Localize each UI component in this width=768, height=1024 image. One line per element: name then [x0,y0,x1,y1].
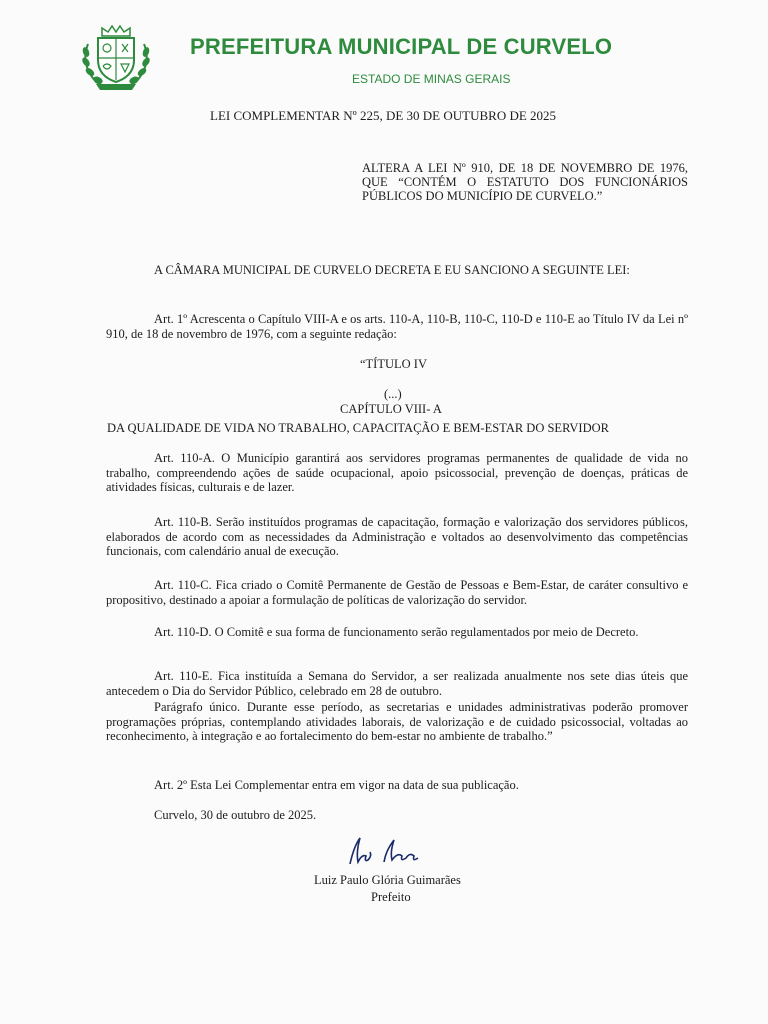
signer-name: Luiz Paulo Glória Guimarães [314,873,461,887]
header-subtitle: ESTADO DE MINAS GERAIS [352,72,511,86]
header-title: PREFEITURA MUNICIPAL DE CURVELO [190,34,613,59]
coat-of-arms-icon [78,24,154,92]
law-title: LEI COMPLEMENTAR Nº 225, DE 30 DE OUTUBRO DE 2025 [210,108,557,123]
article-110b: Art. 110-B. Serão instituídos programas de capacitação, formação e valorização dos servidores públicos, elaborados de acordo com as necessidades da Administração e voltados ao desenvolvimento das competências funcionais, com calendário anual de execução. [106,515,688,559]
sole-paragraph: Parágrafo único. Durante esse período, as secretarias e unidades administrativas poderão promover programações próprias, contemplando atividades laborais, de valorização e de cuidado psicossocial, voltadas ao reconhecimento, à integração e ao fortalecimento do bem-estar no ambiente de trabalho.” [106,700,688,744]
article-1: Art. 1º Acrescenta o Capítulo VIII-A e os arts. 110-A, 110-B, 110-C, 110-D e 110-E ao Título IV da Lei nº 910, de 18 de novembro de 1976, com a seguinte redação: [106,312,688,341]
article-2: Art. 2º Esta Lei Complementar entra em vigor na data de sua publicação. [154,778,519,792]
law-summary: ALTERA A LEI Nº 910, DE 18 DE NOVEMBRO DE 1976, QUE “CONTÉM O ESTATUTO DOS FUNCIONÁRIOS PÚBLICOS DO MUNICÍPIO DE CURVELO.” [362,161,688,203]
article-110a: Art. 110-A. O Município garantirá aos servidores programas permanentes de qualidade de vida no trabalho, compreendendo ações de saúde ocupacional, apoio psicossocial, prevenção de doenças, práticas de atividades físicas, culturais e de lazer. [106,451,688,495]
title-heading: “TÍTULO IV [360,357,427,371]
place-and-date: Curvelo, 30 de outubro de 2025. [154,808,317,822]
signer-role: Prefeito [371,890,411,904]
chapter-heading: CAPÍTULO VIII- A [340,402,442,416]
signature-icon [340,832,430,872]
article-110d: Art. 110-D. O Comitê e sua forma de funcionamento serão regulamentados por meio de Decreto. [154,625,639,639]
chapter-title: DA QUALIDADE DE VIDA NO TRABALHO, CAPACITAÇÃO E BEM-ESTAR DO SERVIDOR [107,421,609,435]
article-110c: Art. 110-C. Fica criado o Comitê Permanente de Gestão de Pessoas e Bem-Estar, de caráter consultivo e propositivo, destinado a apoiar a formulação de políticas de valorização do servidor. [106,578,688,607]
article-110e: Art. 110-E. Fica instituída a Semana do Servidor, a ser realizada anualmente nos sete dias úteis que antecedem o Dia do Servidor Público, celebrado em 28 de outubro. [106,669,688,698]
preamble: A CÂMARA MUNICIPAL DE CURVELO DECRETA E EU SANCIONO A SEGUINTE LEI: [154,263,630,277]
ellipsis: (...) [384,387,402,401]
